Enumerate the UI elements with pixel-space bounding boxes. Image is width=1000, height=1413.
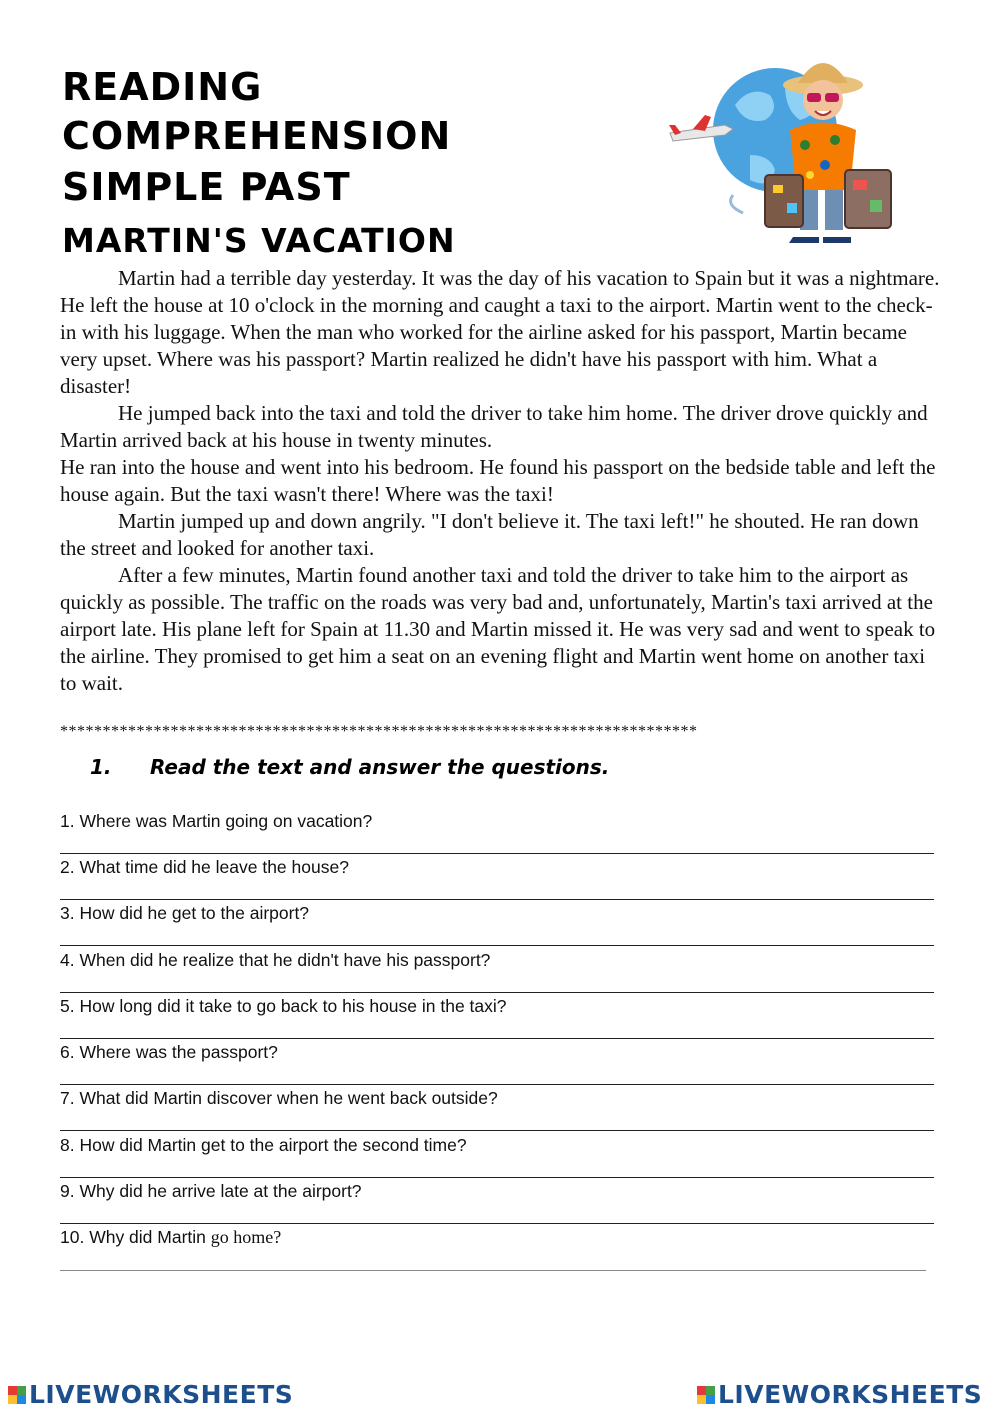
traveler-illustration bbox=[665, 45, 905, 245]
logo-text: LIVEWORKSHEETS bbox=[718, 1380, 983, 1409]
question-7: 7. What did Martin discover when he went back outside? bbox=[60, 1088, 498, 1108]
answer-line-1[interactable] bbox=[60, 853, 934, 854]
question-4: 4. When did he realize that he didn't have his passport? bbox=[60, 950, 491, 970]
answer-line-2[interactable] bbox=[60, 899, 934, 900]
answer-line-8[interactable] bbox=[60, 1177, 934, 1178]
answer-line-3[interactable] bbox=[60, 945, 934, 946]
task-heading bbox=[90, 755, 609, 779]
question-9: 9. Why did he arrive late at the airport? bbox=[60, 1181, 362, 1201]
liveworksheets-logo-right bbox=[697, 1380, 982, 1409]
title-line-2: COMPREHENSION bbox=[62, 114, 452, 158]
question-2: 2. What time did he leave the house? bbox=[60, 857, 349, 877]
liveworksheets-logo-left bbox=[8, 1380, 293, 1409]
story-paragraph: After a few minutes, Martin found another taxi and told the driver to take him to the airport as quickly as possible. The traffic on the roads was very bad and, unfortunately, Martin's taxi arrived at the airport late. His plane left for Spain at 11.30 and Martin missed it. He was very sad and went to speak to the airline. They promised to get him a seat on an evening flight and Martin went home on another taxi to wait. bbox=[60, 563, 936, 695]
liveworksheets-mark-icon bbox=[697, 1386, 715, 1404]
answer-line-5[interactable] bbox=[60, 1038, 934, 1039]
title-line-1: READING bbox=[62, 65, 263, 109]
task-instruction: Read the text and answer the questions. bbox=[150, 755, 610, 779]
question-5: 5. How long did it take to go back to his house in the taxi? bbox=[60, 996, 507, 1016]
question-10 bbox=[60, 1227, 281, 1248]
question-10-lead: 10. Why did Martin bbox=[60, 1227, 211, 1247]
task-number: 1. bbox=[90, 755, 112, 779]
story-paragraph: He jumped back into the taxi and told the driver to take him home. The driver drove quickly and Martin arrived back at his house in twenty minutes. bbox=[60, 401, 928, 452]
answer-line-4[interactable] bbox=[60, 992, 934, 993]
story-paragraph: Martin jumped up and down angrily. "I don't believe it. The taxi left!" he shouted. He ran down the street and looked for another taxi. bbox=[60, 509, 919, 560]
question-10-tail: go home? bbox=[210, 1227, 282, 1247]
story-paragraph: He ran into the house and went into his bedroom. He found his passport on the bedside table and left the house again. But the taxi wasn't there! Where was the taxi! bbox=[60, 455, 936, 506]
answer-line-6[interactable] bbox=[60, 1084, 934, 1085]
suitcase-icon bbox=[765, 175, 803, 227]
story-paragraph: Martin had a terrible day yesterday. It was the day of his vacation to Spain but it was a nightmare. He left the house at 10 o'clock in the morning and caught a taxi to the airport. Martin went to the check-in with his luggage. When the man who worked for the airline asked for his passport, Martin became very upset. Where was his passport? Martin realized he didn't have his passport with him. What a disaster! bbox=[60, 266, 940, 398]
answer-line-9[interactable] bbox=[60, 1223, 934, 1224]
question-8: 8. How did Martin get to the airport the second time? bbox=[60, 1135, 467, 1155]
question-1: 1. Where was Martin going on vacation? bbox=[60, 811, 373, 831]
logo-text: LIVEWORKSHEETS bbox=[29, 1380, 294, 1409]
question-3: 3. How did he get to the airport? bbox=[60, 903, 310, 923]
question-6: 6. Where was the passport? bbox=[60, 1042, 278, 1062]
title-line-3: SIMPLE PAST bbox=[62, 165, 351, 209]
answer-line-10[interactable] bbox=[60, 1270, 926, 1271]
story-subtitle: MARTIN'S VACATION bbox=[62, 221, 456, 260]
separator-stars: *************************************************************************** bbox=[60, 723, 698, 740]
story-text bbox=[60, 265, 940, 697]
answer-line-7[interactable] bbox=[60, 1130, 934, 1131]
liveworksheets-mark-icon bbox=[8, 1386, 26, 1404]
suitcase-icon bbox=[845, 170, 891, 228]
